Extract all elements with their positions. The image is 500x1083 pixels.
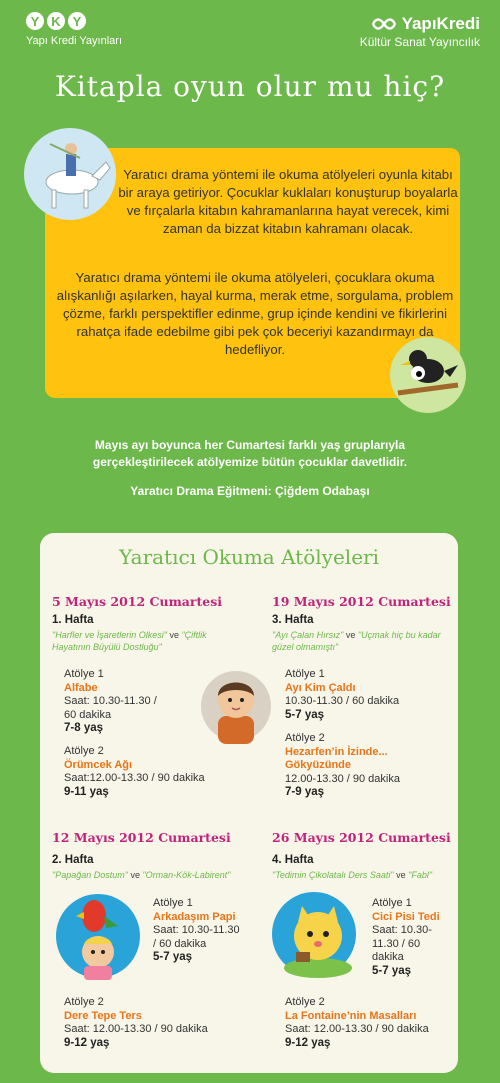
workshop-time: Saat: 10.30- <box>372 924 432 936</box>
schedule-panel <box>40 533 458 1073</box>
knight-on-horse-illustration <box>20 124 120 224</box>
week-number: 1. Hafta <box>52 614 94 626</box>
workshop-time-cont: 11.30 / 60 <box>372 937 421 950</box>
workshop-time-cont: dakika <box>372 951 404 963</box>
workshop-2 <box>64 996 208 1050</box>
workshop-name: La Fontaine’nin Masalları <box>285 1009 417 1022</box>
week-books <box>52 869 262 881</box>
trainer-credit: Yaratıcı Drama Eğitmeni: Çiğdem Odabaşı <box>130 484 370 498</box>
workshop-time: Saat: 12.00-13.30 / 90 dakika <box>285 1023 429 1035</box>
workshop-label: Atölye 1 <box>153 897 193 909</box>
workshop-1 <box>64 668 157 736</box>
workshop-name: Hezarfen’in İzinde... <box>285 745 388 758</box>
yapikredi-logo <box>371 14 480 34</box>
workshop-age: 5-7 yaş <box>372 964 412 977</box>
conjunction: ve <box>169 630 179 640</box>
page-title: Kitapla oyun olur mu hiç? <box>54 70 446 103</box>
invitation-text <box>0 437 500 471</box>
publisher-name: Yapı Kredi Yayınları <box>26 35 122 47</box>
week-date: 26 Mayıs 2012 Cumartesi <box>272 830 451 845</box>
yky-logo <box>26 12 86 30</box>
book-title: "Papağan Dostum" <box>52 870 128 880</box>
workshop-name-cont: Gökyüzünde <box>285 759 352 771</box>
workshop-name: Cici Pisi Tedi <box>372 910 440 923</box>
book-title: "Ayı Çalan Hırsız" <box>272 630 344 640</box>
workshop-2 <box>285 732 400 800</box>
workshop-age: 9-11 yaş <box>64 785 109 798</box>
workshop-age: 7-9 yaş <box>285 786 325 798</box>
week-number: 3. Hafta <box>272 614 314 626</box>
workshop-2 <box>64 745 205 799</box>
workshop-age: 5-7 yaş <box>153 951 193 963</box>
brand-name: YapıKredi <box>401 14 480 33</box>
conjunction: ve <box>130 870 140 880</box>
workshop-label: Atölye 1 <box>372 897 412 909</box>
week-date: 12 Mayıs 2012 Cumartesi <box>52 830 231 845</box>
week-books <box>272 869 452 881</box>
yky-letter: Y <box>68 12 86 30</box>
workshop-time: Saat: 12.00-13.30 / 90 dakika <box>64 1023 208 1035</box>
workshop-label: Atölye 1 <box>64 668 104 680</box>
workshop-time-cont: 60 dakika <box>64 708 112 721</box>
yky-letter: Y <box>26 12 44 30</box>
workshop-1 <box>372 897 440 978</box>
book-title: "Çiftlik <box>181 630 207 640</box>
workshop-name: Alfabe <box>64 681 98 694</box>
week-books <box>272 629 452 653</box>
cat-teddy-illustration <box>268 888 360 980</box>
workshop-time: Saat: 10.30-11.30 / <box>64 695 157 707</box>
workshop-age: 9-12 yaş <box>64 1036 110 1049</box>
workshop-label: Atölye 2 <box>64 745 104 757</box>
conjunction: ve <box>396 870 406 880</box>
workshop-label: Atölye 2 <box>64 996 104 1008</box>
workshop-age: 9-12 yaş <box>285 1036 331 1049</box>
yky-letter: K <box>47 12 65 30</box>
schedule-title: Yaratıcı Okuma Atölyeleri <box>119 545 379 569</box>
week-number: 4. Hafta <box>272 854 314 866</box>
workshop-label: Atölye 2 <box>285 996 325 1008</box>
intro-paragraph-1: Yaratıcı drama yöntemi ile okuma atölyeleri oyunla kitabı bir araya getiriyor. Çocuklar kuklaları konuşturup boyalarla ve fırçalarla kitabın kahramanlarına hayat verecek, kimi zaman da bizzat kitabın kahramanı olacak. <box>118 167 458 236</box>
week-number: 2. Hafta <box>52 854 94 866</box>
workshop-age: 5-7 yaş <box>285 708 325 721</box>
workshop-age: 7-8 yaş <box>64 722 104 734</box>
workshop-2 <box>285 996 429 1050</box>
brand-subtitle: Kültür Sanat Yayıncılık <box>359 35 480 49</box>
workshop-time: Saat:12.00-13.30 / 90 dakika <box>64 772 205 784</box>
intro-paragraph-2: Yaratıcı drama yöntemi ile okuma atölyeleri, çocuklara okuma alışkanlığı aşılarken, hayal kurma, merak etme, sorgulama, problem çözme, farklı perspektifler edinme, grup içinde kendini ve fikirlerini rahatça ifade edebilme gibi pek çok beceriyi kazandırmayı da hedefliyor. <box>56 270 454 357</box>
crow-illustration <box>388 335 468 415</box>
book-title: "Uçmak hiç bu kadar <box>357 630 441 640</box>
workshop-1 <box>153 897 240 965</box>
workshop-time: Saat: 10.30-11.30 <box>153 924 240 936</box>
workshop-name: Arkadaşım Papi <box>153 910 236 923</box>
workshop-name: Ayı Kim Çaldı <box>285 681 356 694</box>
book-title-cont: Hayatının Büyülü Dostluğu" <box>52 642 162 652</box>
book-title: "Harfler ve İşaretlerin Olkesi" <box>52 630 167 640</box>
boy-character-illustration <box>200 666 272 744</box>
week-date: 19 Mayıs 2012 Cumartesi <box>272 594 451 609</box>
week-books <box>52 629 252 653</box>
week-date: 5 Mayıs 2012 Cumartesi <box>52 594 222 609</box>
book-title: "Tedimin Çikolatalı Ders Saati" <box>272 870 394 880</box>
parrot-and-child-illustration <box>54 886 142 982</box>
book-title: "Orman-Kök-Labirent" <box>142 870 231 880</box>
workshop-name: Dere Tepe Ters <box>64 1009 142 1022</box>
workshop-label: Atölye 2 <box>285 732 325 744</box>
workshop-1 <box>285 668 399 722</box>
invitation-line-2: gerçekleştirilecek atölyemize bütün çocuklar davetlidir. <box>92 455 408 469</box>
workshop-time-cont: / 60 dakika <box>153 937 207 950</box>
workshop-label: Atölye 1 <box>285 668 325 680</box>
workshop-time: 12.00-13.30 / 90 dakika <box>285 772 400 785</box>
book-title: "Fabl" <box>408 870 433 880</box>
book-title-cont: güzel olmamıştı" <box>272 642 339 652</box>
yapikredi-emblem-icon <box>371 17 397 31</box>
conjunction: ve <box>345 630 356 640</box>
invitation-line-1: Mayıs ayı boyunca her Cumartesi farklı yaş gruplarıyla <box>94 438 406 452</box>
workshop-name: Örümcek Ağı <box>64 758 133 771</box>
workshop-time: 10.30-11.30 / 60 dakika <box>285 695 400 707</box>
